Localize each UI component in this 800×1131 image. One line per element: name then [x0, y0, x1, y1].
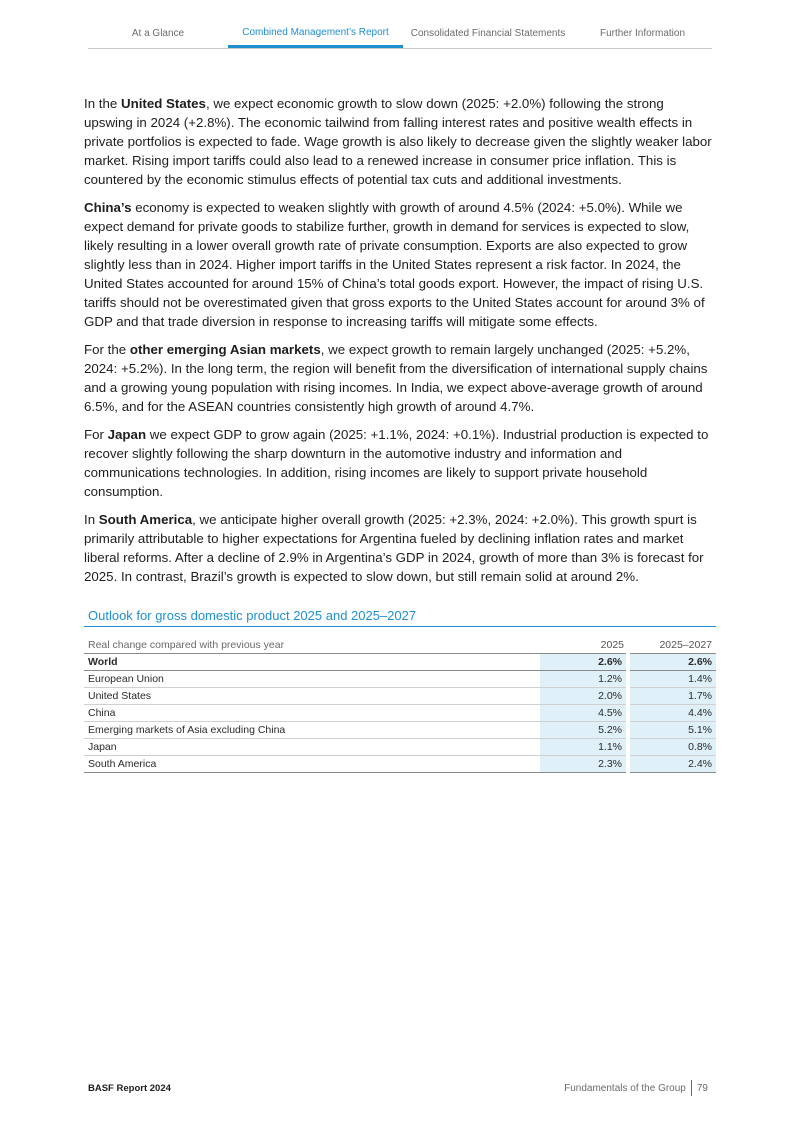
tab-consolidated-financial-statements[interactable]: Consolidated Financial Statements — [410, 28, 566, 39]
row-label: South America — [84, 756, 540, 773]
tab-combined-managements-report[interactable]: Combined Management’s Report — [228, 0, 403, 48]
emphasis-china: China’s — [84, 200, 132, 215]
footer-section-link[interactable]: Fundamentals of the Group — [564, 1082, 686, 1094]
cell-2025: 2.3% — [540, 756, 628, 773]
cell-2025-2027: 1.4% — [628, 671, 716, 688]
tab-at-a-glance[interactable]: At a Glance — [131, 28, 185, 39]
text-segment: economy is expected to weaken slightly with growth of around 4.5% (2024: +5.0%). While we expect demand for private goods to stabilize further, growth in demand for services is expected to slow, likely resulting in a lower overall growth rate of private consumption. Exports are also expected to grow slightly less than in 2024. Higher import tariffs in the United States represent a risk factor. In 2024, the United States accounted for around 15% of China’s total goods export. However, the impact of rising U.S. tariffs should not be overestimated given that gross exports to the United States account for around 3% of GDP and that trade diversion in response to increasing tariffs will mitigate some effects. — [84, 200, 705, 329]
page-number: 79 — [696, 1082, 708, 1094]
row-label: United States — [84, 688, 540, 705]
text-segment: , we expect growth to remain largely unchanged (2025: +5.2%, 2024: +5.2%). In the long term, the region will benefit from the diversification of international supply chains and a growing young population with rising incomes. In India, we expect above-average growth of around 6.5%, and for the ASEAN countries consistently high growth of around 4.7%. — [84, 342, 708, 414]
cell-2025: 1.2% — [540, 671, 628, 688]
table-row — [84, 756, 716, 773]
table-row — [84, 739, 716, 756]
tab-further-information[interactable]: Further Information — [599, 28, 686, 39]
text-segment: , we anticipate higher overall growth (2025: +2.3%, 2024: +2.0%). This growth spurt is primarily attributable to higher expectations for Argentina fueled by declining inflation rates and market liberal reforms. After a decline of 2.9% in Argentina’s GDP in 2024, growth of more than 3% is forecast for 2025. In contrast, Brazil’s growth is expected to slow down, but still remain solid at around 2%. — [84, 512, 704, 584]
header-2025: 2025 — [540, 637, 628, 654]
table-row — [84, 688, 716, 705]
emphasis-emerging-asia: other emerging Asian markets — [129, 342, 321, 357]
gdp-outlook-table — [84, 637, 716, 773]
row-label: Japan — [84, 739, 540, 756]
paragraph-united-states — [84, 94, 716, 189]
header-label: Real change compared with previous year — [84, 637, 540, 654]
table-header-row — [84, 637, 716, 654]
cell-2025: 5.2% — [540, 722, 628, 739]
cell-2025-2027: 2.6% — [628, 654, 716, 671]
cell-2025-2027: 4.4% — [628, 705, 716, 722]
emphasis-japan: Japan — [107, 427, 147, 442]
text-segment: , we expect economic growth to slow down (2025: +2.0%) following the strong upswing in 2024 (+2.8%). The economic tailwind from falling interest rates and positive wealth effects in private portfolios is expected to fade. Wage growth is also likely to decrease given the slightly weaker labor market. Rising import tariffs could also lead to a renewed increase in consumer price inflation. This is countered by the economic stimulus effects of potential tax cuts and additional investments. — [84, 96, 712, 187]
table-row — [84, 705, 716, 722]
row-label: European Union — [84, 671, 540, 688]
top-navigation — [88, 0, 712, 49]
emphasis-south-america: South America — [98, 512, 193, 527]
header-2025-2027: 2025–2027 — [628, 637, 716, 654]
cell-2025-2027: 5.1% — [628, 722, 716, 739]
cell-2025: 2.0% — [540, 688, 628, 705]
cell-2025: 2.6% — [540, 654, 628, 671]
text-segment: In the — [84, 96, 121, 111]
cell-2025-2027: 0.8% — [628, 739, 716, 756]
emphasis-united-states: United States — [120, 96, 206, 111]
paragraph-emerging-asia — [84, 340, 716, 416]
table-row — [84, 722, 716, 739]
table-title: Outlook for gross domestic product 2025 and 2025–2027 — [88, 608, 417, 623]
cell-2025: 1.1% — [540, 739, 628, 756]
paragraph-china — [84, 198, 716, 331]
table-row — [84, 671, 716, 688]
cell-2025: 4.5% — [540, 705, 628, 722]
table-title-rule — [84, 626, 716, 627]
paragraph-japan — [84, 425, 716, 501]
text-segment: For the — [84, 342, 130, 357]
footer-page-info — [564, 1080, 708, 1096]
footer-divider — [691, 1080, 692, 1096]
row-label: World — [84, 654, 540, 671]
cell-2025-2027: 2.4% — [628, 756, 716, 773]
cell-2025-2027: 1.7% — [628, 688, 716, 705]
paragraph-south-america — [84, 510, 716, 586]
text-segment: In — [84, 512, 99, 527]
footer-report-name: BASF Report 2024 — [88, 1083, 171, 1094]
text-segment: we expect GDP to grow again (2025: +1.1%, 2024: +0.1%). Industrial production is expected to recover slightly following the sharp downturn in the automotive industry and information and communications technologies. In addition, rising incomes are likely to support private household consumption. — [84, 427, 709, 499]
text-segment: For — [84, 427, 108, 442]
table-row — [84, 654, 716, 671]
row-label: China — [84, 705, 540, 722]
main-content — [84, 94, 716, 595]
row-label: Emerging markets of Asia excluding China — [84, 722, 540, 739]
